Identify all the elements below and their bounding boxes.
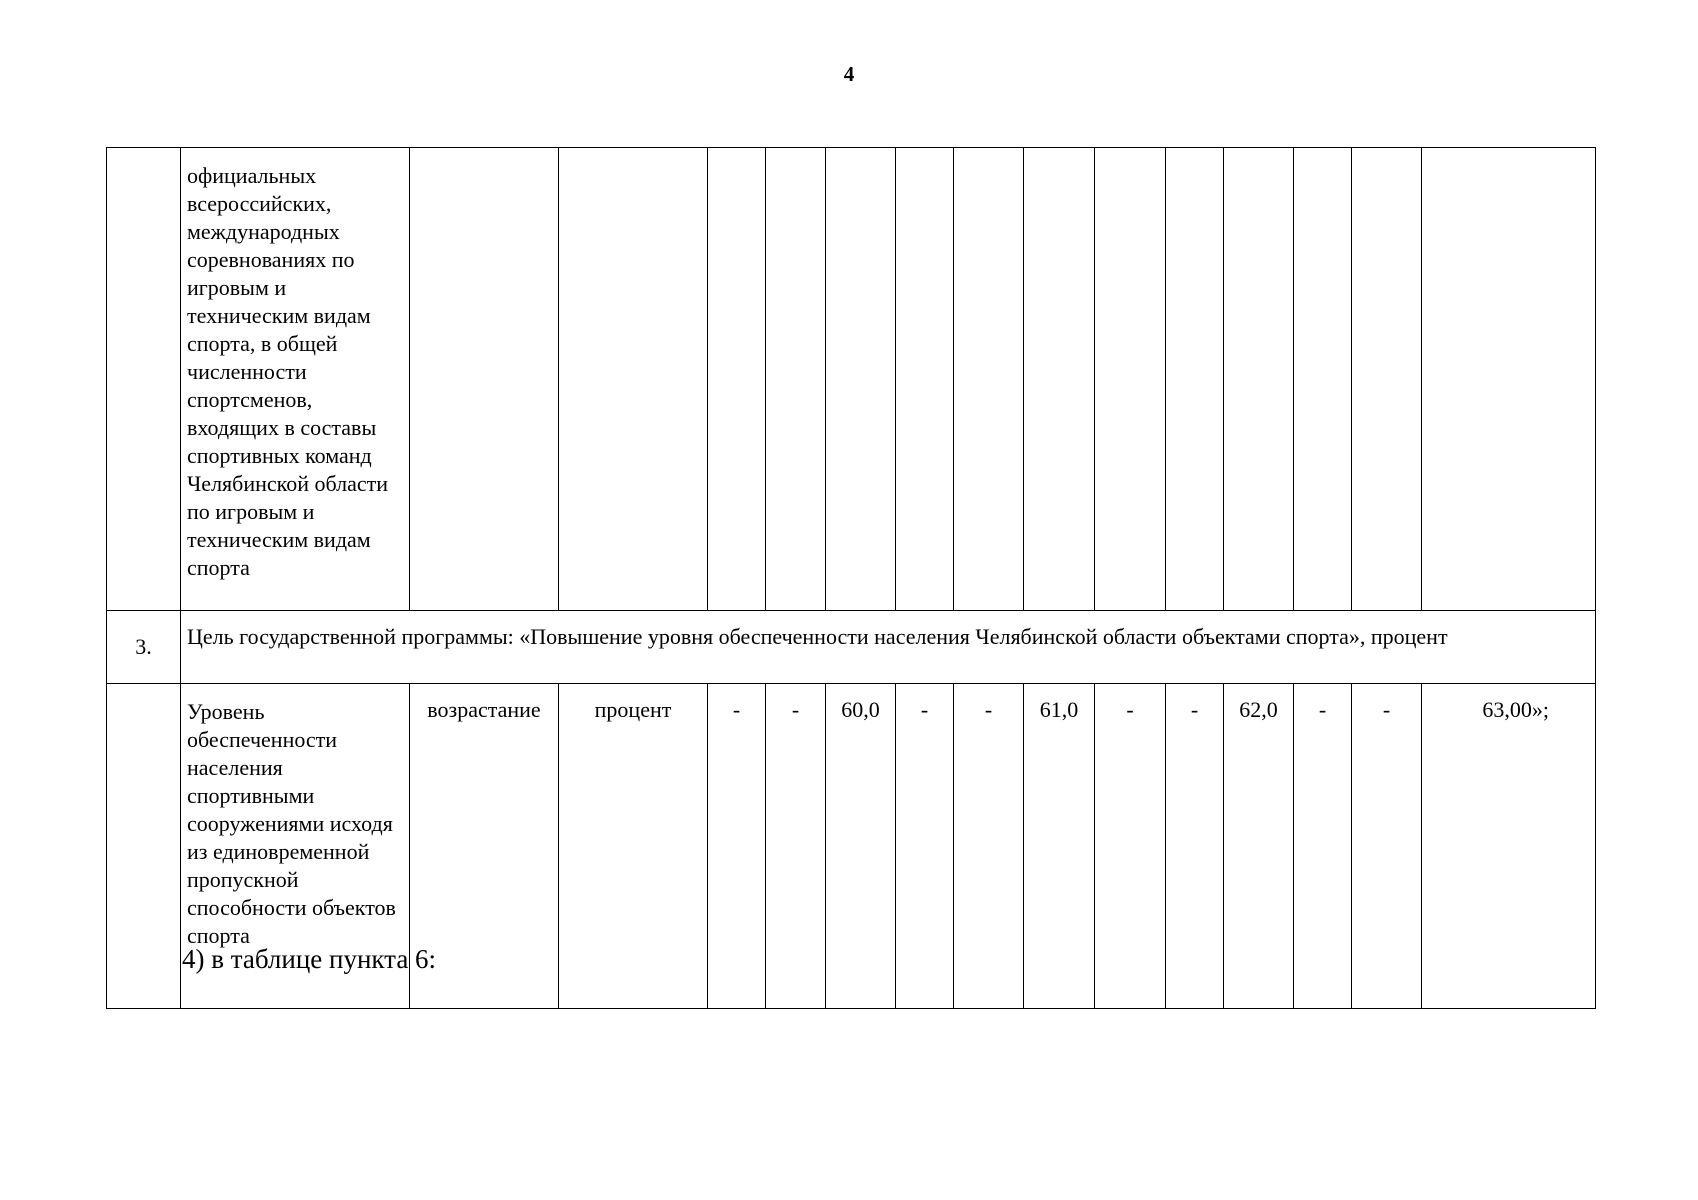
value-cell: 63,00»; — [1422, 684, 1596, 1009]
value-cell: - — [766, 684, 826, 1009]
empty-cell — [410, 148, 559, 611]
indicators-table — [106, 147, 1596, 1009]
indicator-name-cell: официальных всероссийских, международных соревнованиях по игровым и техническим видам спорта, в общей численности спортсменов, входящих в составы спортивных команд Челябинской области по игровым и техническим видам спорта — [181, 148, 410, 611]
row-number-cell — [107, 148, 181, 611]
program-goal-cell: Цель государственной программы: «Повышение уровня обеспеченности населения Челябинской области объектами спорта», процент — [181, 611, 1596, 684]
value-cell: - — [1095, 684, 1166, 1009]
indicator-name-cell: Уровень обеспеченности населения спортивными сооружениями исходя из единовременной пропускной способности объектов спорта — [181, 684, 410, 1009]
empty-cell — [1095, 148, 1166, 611]
empty-cell — [766, 148, 826, 611]
value-cell: - — [1166, 684, 1224, 1009]
empty-cell — [826, 148, 896, 611]
value-cell: - — [1294, 684, 1352, 1009]
value-cell: - — [708, 684, 766, 1009]
value-cell: - — [896, 684, 954, 1009]
empty-cell — [708, 148, 766, 611]
page-number: 4 — [843, 62, 855, 86]
value-cell: - — [1352, 684, 1422, 1009]
empty-cell — [1224, 148, 1294, 611]
footer-paragraph: 4) в таблице пункта 6: — [182, 944, 437, 974]
row-number-cell: 3. — [107, 611, 181, 684]
value-cell: 62,0 — [1224, 684, 1294, 1009]
empty-cell — [1422, 148, 1596, 611]
empty-cell — [1294, 148, 1352, 611]
table-row — [107, 611, 1596, 684]
direction-cell: возрастание — [410, 684, 559, 1009]
value-cell: 60,0 — [826, 684, 896, 1009]
value-cell: 61,0 — [1024, 684, 1095, 1009]
value-cell: - — [954, 684, 1024, 1009]
empty-cell — [1352, 148, 1422, 611]
empty-cell — [1024, 148, 1095, 611]
empty-cell — [559, 148, 708, 611]
unit-cell: процент — [559, 684, 708, 1009]
table-row — [107, 148, 1596, 611]
empty-cell — [954, 148, 1024, 611]
empty-cell — [1166, 148, 1224, 611]
empty-cell — [896, 148, 954, 611]
row-number-cell — [107, 684, 181, 1009]
